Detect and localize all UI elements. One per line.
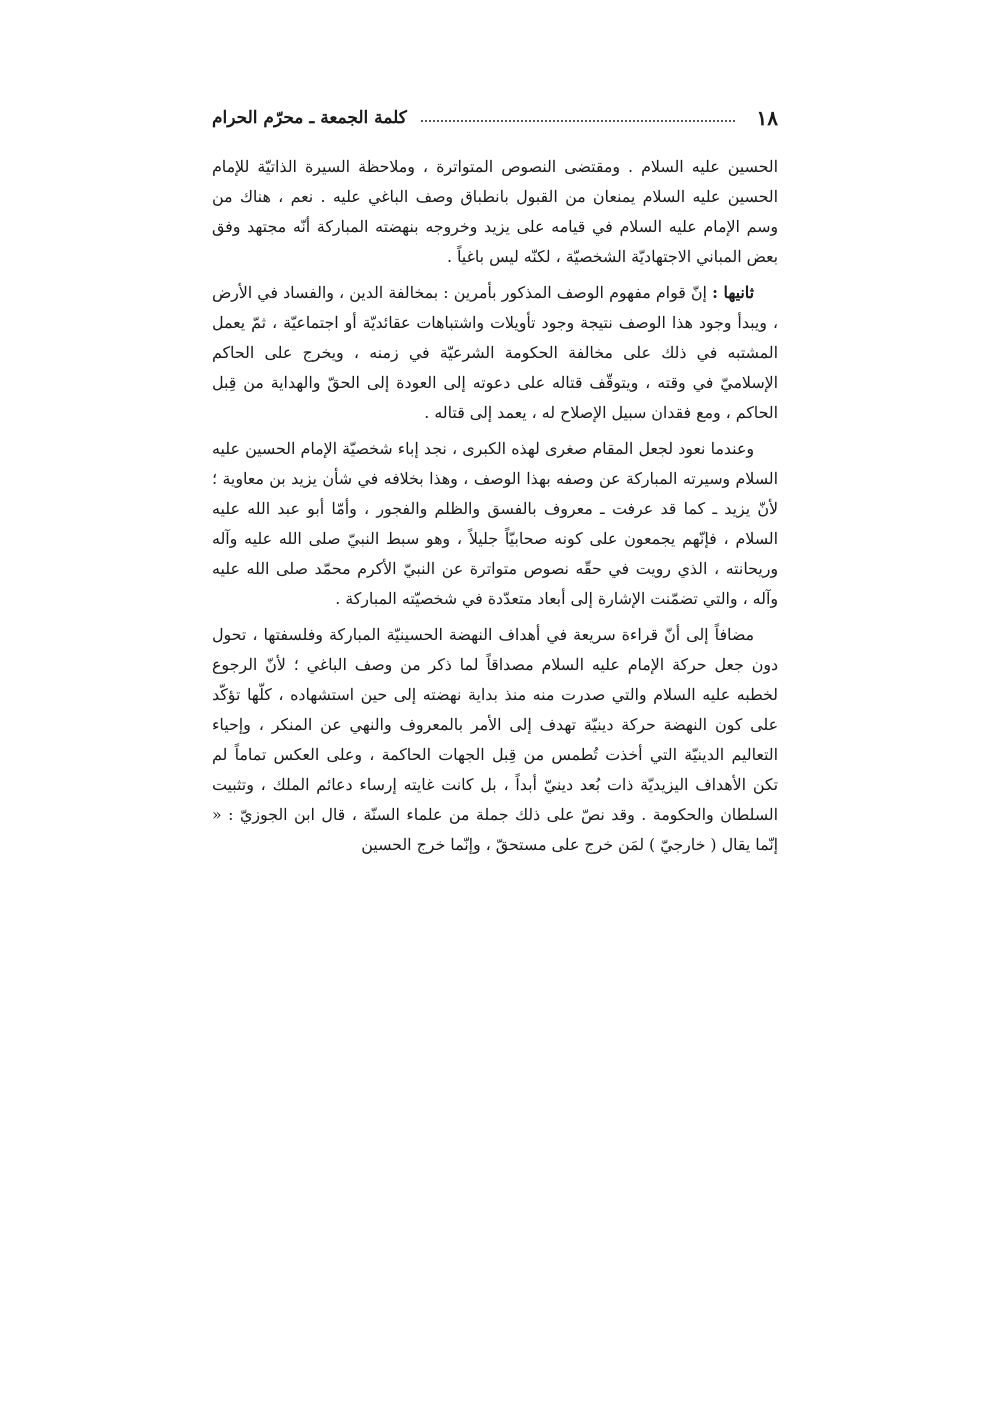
paragraph-body: إنّ قوام مفهوم الوصف المذكور بأمرين : بمخالفة الدين ، والفساد في الأرض ، ويبدأ وجود هذا الوصف نتيجة وجود تأويلات واشتباهات عقائديّة أو اجتماعيّة ، ثمّ يعمل المشتبه في ذلك على مخالفة الحكومة الشرعيّة في زمنه ، ويخرج على الحاكم الإسلاميّ في وقته ، ويتوقّف قتاله على دعوته إلى العودة إلى الحقّ والهداية من قِبل الحاكم ، ومع فقدان سبيل الإصلاح له ، يعمد إلى قتاله . [212, 283, 778, 422]
body-text [212, 152, 778, 866]
paragraph: وعندما نعود لجعل المقام صغرى لهذه الكبرى ، نجد إباء شخصيّة الإمام الحسين عليه السلام وسيرته المباركة عن وصفه بهذا الوصف ، وهذا بخلافه في شأن يزيد بن معاوية ؛ لأنّ يزيد ـ كما قد عرفت ـ معروف بالفسق والظلم والفجور ، وأمّا أبو عبد الله عليه السلام ، فإنّهم يجمعون على كونه صحابيّاً جليلاً ، وهو سبط النبيّ صلى الله عليه وآله وريحانته ، الذي رويت في حقّه نصوص متواترة عن النبيّ الأكرم محمّد صلى الله عليه وآله ، والتي تضمّنت الإشارة إلى أبعاد متعدّدة في شخصيّته المباركة . [212, 439, 778, 608]
running-title: كلمة الجمعة ـ محرّم الحرام [212, 108, 407, 128]
paragraph: الحسين عليه السلام . ومقتضى النصوص المتواترة ، وملاحظة السيرة الذاتيّة للإمام الحسين عليه السلام يمنعان من القبول بانطباق وصف الباغي عليه . نعم ، هناك من وسم الإمام عليه السلام في قيامه على يزيد وخروجه بنهضته المباركة أنّه مجتهد وفق بعض المباني الاجتهاديّة الشخصيّة ، لكنّه ليس باغياً . [212, 157, 778, 266]
dotted-leader [421, 120, 735, 122]
page-number: ١٨ [756, 106, 778, 130]
paragraph [212, 278, 778, 428]
paragraph-lead: ثانيها : [712, 283, 754, 302]
page-header [212, 98, 778, 138]
paragraph: مضافاً إلى أنّ قراءة سريعة في أهداف النهضة الحسينيّة المباركة وفلسفتها ، تحول دون جعل حركة الإمام عليه السلام مصداقاً لما ذكر من وصف الباغي ؛ لأنّ الرجوع لخطبه عليه السلام والتي صدرت منه منذ بداية نهضته إلى حين استشهاده ، كلّها تؤكّد على كون النهضة حركة دينيّة تهدف إلى الأمر بالمعروف والنهي عن المنكر ، وإحياء التعاليم الدينيّة التي أخذت تُطمس من قِبل الجهات الحاكمة ، وعلى العكس تماماً لم تكن الأهداف اليزيديّة ذات بُعد دينيّ أبداً ، بل كانت غايته إرساء دعائم الملك ، وتثبيت السلطان والحكومة . وقد نصّ على ذلك جملة من علماء السنّة ، قال ابن الجوزيّ : « إنّما يقال ( خارجيّ ) لمَن خرج على مستحقّ ، وإنّما خرج الحسين [212, 625, 778, 854]
